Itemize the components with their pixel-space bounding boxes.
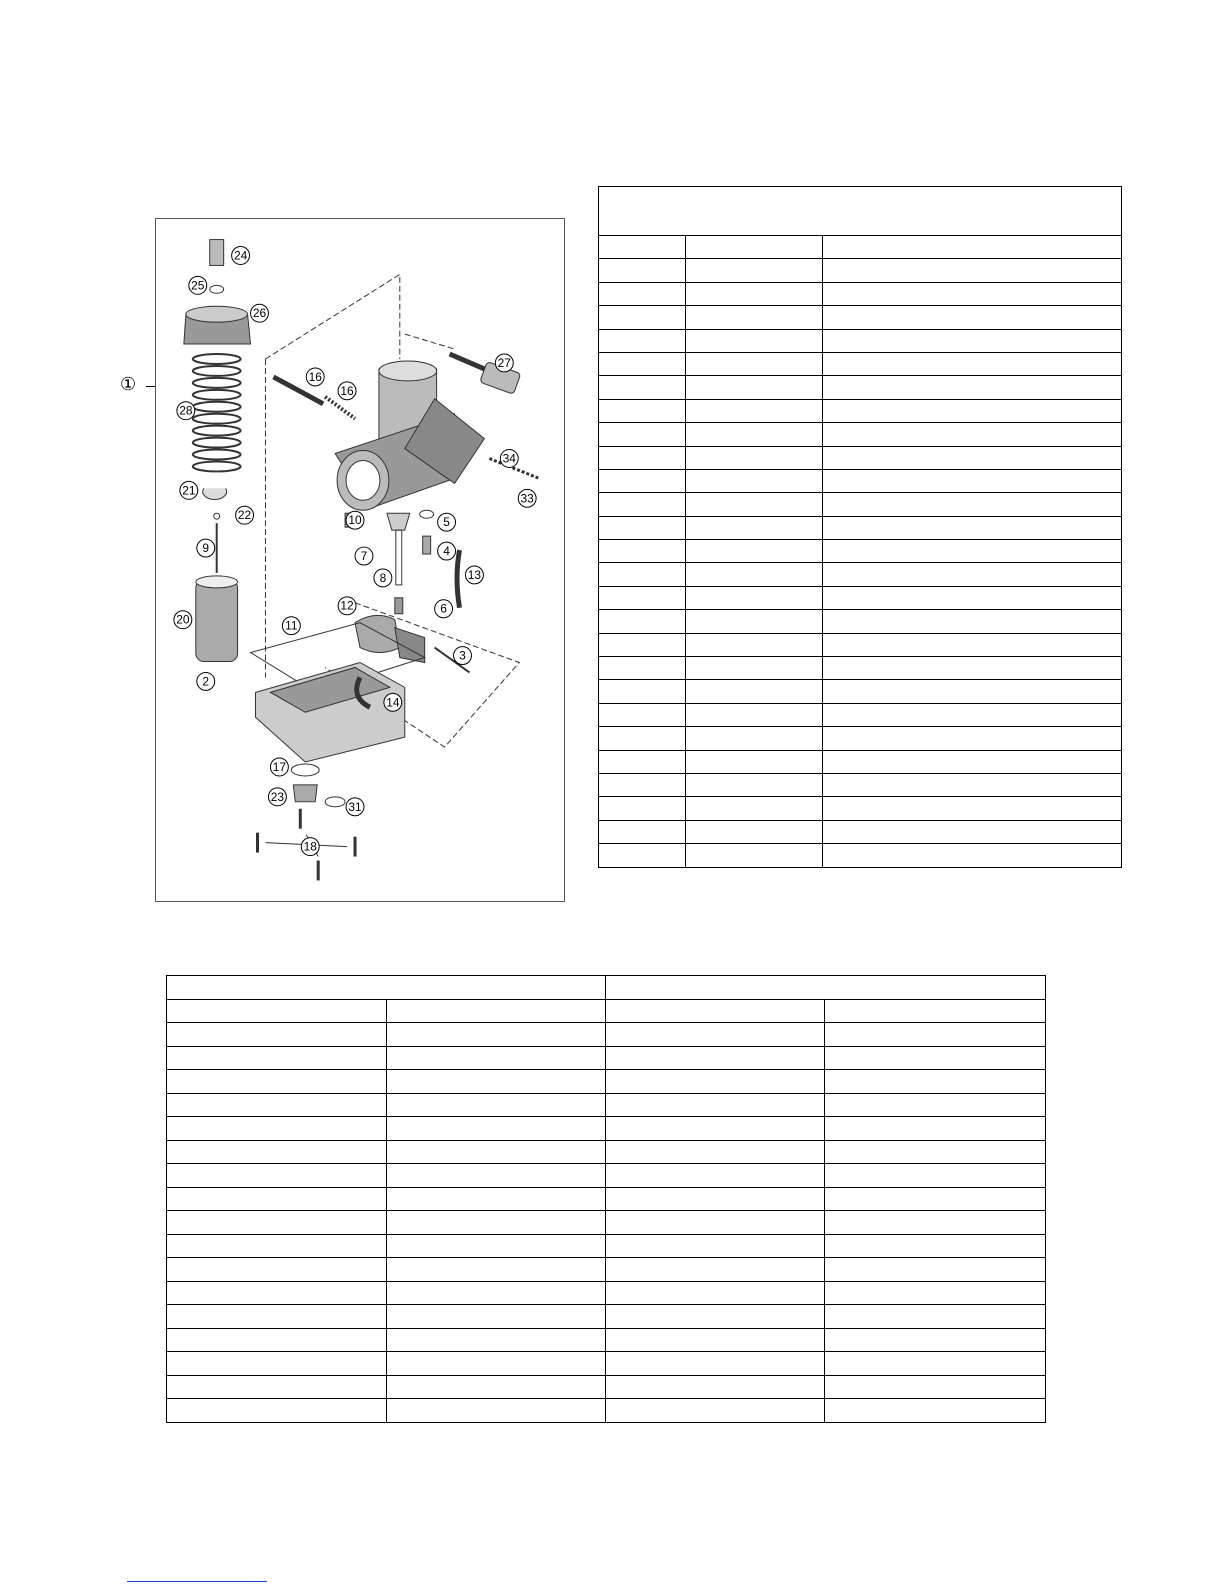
parts-table-cell — [823, 657, 1122, 680]
spec-table-cell — [167, 999, 387, 1023]
svg-text:4: 4 — [443, 544, 450, 559]
spec-table-cell — [387, 1164, 606, 1188]
svg-text:18: 18 — [303, 839, 317, 854]
spec-table-row — [167, 1046, 1046, 1070]
part-callout — [384, 693, 402, 711]
spec-group-header-left — [167, 976, 606, 1000]
parts-table-row — [599, 750, 1122, 773]
spec-table-cell — [387, 1046, 606, 1070]
parts-table-row — [599, 329, 1122, 352]
spec-table-cell — [387, 1375, 606, 1399]
spec-table-cell — [387, 1023, 606, 1047]
parts-table-cell — [686, 657, 823, 680]
part-callout — [180, 481, 198, 499]
spec-table-cell — [387, 1070, 606, 1094]
part-callout — [236, 506, 254, 524]
spec-table-cell — [167, 1093, 387, 1117]
parts-table-cell — [599, 423, 686, 446]
spec-table-row — [167, 1281, 1046, 1305]
spec-table-cell — [606, 1046, 825, 1070]
spec-table-cell — [387, 1281, 606, 1305]
parts-table-cell — [823, 306, 1122, 329]
part-callout — [346, 798, 364, 816]
spec-table-cell — [606, 1281, 825, 1305]
parts-table-cell — [599, 236, 686, 259]
spec-table-cell — [387, 999, 606, 1023]
parts-table-cell — [599, 282, 686, 305]
spec-table-cell — [387, 1187, 606, 1211]
spec-table — [166, 975, 1046, 1423]
parts-table-cell — [686, 493, 823, 516]
parts-table-row — [599, 399, 1122, 422]
parts-table-cell — [599, 493, 686, 516]
spec-table-cell — [825, 1187, 1046, 1211]
parts-table-cell — [686, 750, 823, 773]
parts-table-cell — [599, 773, 686, 796]
spec-table-cell — [825, 1093, 1046, 1117]
parts-table-cell — [686, 610, 823, 633]
spec-table-cell — [167, 1281, 387, 1305]
parts-table-cell — [823, 727, 1122, 750]
spec-table-cell — [606, 1164, 825, 1188]
parts-table-cell — [823, 540, 1122, 563]
spec-table-cell — [606, 1328, 825, 1352]
spec-table-cell — [387, 1211, 606, 1235]
carburetor-exploded-diagram — [155, 218, 565, 902]
parts-table-cell — [599, 446, 686, 469]
parts-table-cell — [823, 680, 1122, 703]
spec-table-row — [167, 1070, 1046, 1094]
parts-table-cell — [823, 446, 1122, 469]
parts-table-cell — [823, 469, 1122, 492]
spec-table-cell — [606, 1352, 825, 1376]
part-callout — [465, 566, 483, 584]
part-callout — [338, 382, 356, 400]
spec-table-cell — [606, 1375, 825, 1399]
parts-table-row — [599, 306, 1122, 329]
parts-table-cell — [599, 516, 686, 539]
spec-table-cell — [606, 1070, 825, 1094]
parts-table-cell — [823, 797, 1122, 820]
parts-table-cell — [599, 844, 686, 867]
parts-table-cell — [823, 516, 1122, 539]
spec-table-cell — [387, 1399, 606, 1423]
parts-table-cell — [823, 399, 1122, 422]
svg-text:34: 34 — [502, 451, 516, 466]
parts-table-cell — [823, 773, 1122, 796]
parts-table-row — [599, 610, 1122, 633]
part-callout — [268, 788, 286, 806]
parts-table-cell — [823, 586, 1122, 609]
parts-table-row — [599, 773, 1122, 796]
parts-table-row — [599, 352, 1122, 375]
parts-table-cell — [823, 750, 1122, 773]
spec-table-cell — [167, 1140, 387, 1164]
spec-table-cell — [825, 1352, 1046, 1376]
parts-table-cell — [599, 540, 686, 563]
parts-table-cell — [686, 352, 823, 375]
svg-text:5: 5 — [443, 515, 450, 530]
spec-table-cell — [387, 1328, 606, 1352]
svg-text:24: 24 — [233, 248, 248, 263]
spec-table-cell — [825, 1140, 1046, 1164]
parts-table-cell — [599, 259, 686, 282]
spec-table-cell — [606, 1117, 825, 1141]
svg-text:7: 7 — [360, 549, 368, 563]
spec-table-row — [167, 999, 1046, 1023]
parts-table-cell — [599, 399, 686, 422]
parts-table-cell — [599, 329, 686, 352]
spec-table-cell — [167, 1234, 387, 1258]
assembly-callout-label: ① — [120, 374, 137, 394]
parts-table-cell — [823, 329, 1122, 352]
spec-table-cell — [167, 1117, 387, 1141]
spec-table-cell — [167, 1187, 387, 1211]
parts-table-row — [599, 844, 1122, 867]
svg-text:20: 20 — [176, 612, 190, 627]
spec-table-cell — [825, 1164, 1046, 1188]
svg-text:26: 26 — [252, 306, 267, 321]
svg-text:21: 21 — [182, 483, 196, 498]
spec-table-cell — [167, 1046, 387, 1070]
spec-table-cell — [387, 1140, 606, 1164]
spec-table-cell — [167, 1164, 387, 1188]
spec-table-cell — [167, 1352, 387, 1376]
parts-table-row — [599, 586, 1122, 609]
svg-text:28: 28 — [179, 403, 193, 418]
spec-table-row — [167, 1328, 1046, 1352]
parts-table-cell — [599, 750, 686, 773]
spec-table-row — [167, 1234, 1046, 1258]
svg-text:17: 17 — [272, 759, 287, 774]
parts-table-title-row — [599, 187, 1122, 236]
parts-table-cell — [823, 610, 1122, 633]
parts-table-cell — [686, 563, 823, 586]
parts-table-cell — [599, 633, 686, 656]
parts-table-cell — [686, 703, 823, 726]
svg-text:3: 3 — [459, 648, 466, 663]
parts-table-row — [599, 563, 1122, 586]
spec-table-row — [167, 1211, 1046, 1235]
svg-text:11: 11 — [285, 618, 298, 633]
parts-table-row — [599, 423, 1122, 446]
parts-table-cell — [686, 797, 823, 820]
svg-text:23: 23 — [270, 789, 285, 804]
parts-table-cell — [599, 563, 686, 586]
parts-table-cell — [686, 773, 823, 796]
spec-table-cell — [825, 1234, 1046, 1258]
part-callout — [495, 354, 513, 372]
part-callout — [518, 489, 536, 507]
parts-table-cell — [686, 820, 823, 843]
parts-table-cell — [599, 352, 686, 375]
parts-table-cell — [823, 376, 1122, 399]
parts-table-cell — [599, 586, 686, 609]
spec-table-cell — [606, 1234, 825, 1258]
parts-table-cell — [686, 446, 823, 469]
svg-text:13: 13 — [467, 567, 482, 582]
parts-table-row — [599, 446, 1122, 469]
parts-table-cell — [599, 703, 686, 726]
spec-table-row — [167, 1375, 1046, 1399]
parts-table-title — [599, 187, 1122, 236]
parts-table-row — [599, 493, 1122, 516]
parts-table-cell — [686, 844, 823, 867]
parts-table-cell — [686, 423, 823, 446]
spec-table-cell — [825, 1023, 1046, 1047]
spec-table-cell — [167, 1399, 387, 1423]
parts-table-cell — [686, 633, 823, 656]
svg-text:22: 22 — [237, 508, 252, 523]
spec-table-row — [167, 1399, 1046, 1423]
spec-table-cell — [606, 1211, 825, 1235]
spec-table-cell — [825, 1305, 1046, 1329]
parts-table-cell — [599, 469, 686, 492]
svg-text:33: 33 — [520, 491, 534, 506]
spec-table-cell — [606, 999, 825, 1023]
spec-table-row — [167, 1305, 1046, 1329]
part-callout — [197, 672, 215, 690]
parts-table-cell — [599, 797, 686, 820]
spec-table-row — [167, 1164, 1046, 1188]
parts-table-cell — [686, 306, 823, 329]
part-callout — [500, 450, 518, 468]
spec-table-cell — [825, 1328, 1046, 1352]
parts-table-cell — [823, 282, 1122, 305]
spec-table-group-header-row — [167, 976, 1046, 1000]
part-callout — [346, 511, 364, 529]
spec-table-cell — [387, 1234, 606, 1258]
parts-table-row — [599, 703, 1122, 726]
footer-link-underline[interactable] — [127, 1581, 267, 1582]
parts-table-cell — [823, 259, 1122, 282]
part-callout — [282, 617, 300, 635]
svg-text:6: 6 — [440, 601, 447, 616]
svg-text:10: 10 — [348, 513, 362, 528]
parts-table-cell — [686, 236, 823, 259]
parts-table-cell — [686, 399, 823, 422]
part-callout — [189, 276, 207, 294]
part-callout — [174, 611, 192, 629]
spec-table-row — [167, 1140, 1046, 1164]
parts-table-cell — [599, 376, 686, 399]
svg-text:31: 31 — [348, 799, 362, 814]
parts-table-cell — [823, 703, 1122, 726]
svg-text:16: 16 — [340, 383, 354, 398]
spec-table-cell — [167, 1305, 387, 1329]
parts-table-row — [599, 727, 1122, 750]
part-callout — [306, 368, 324, 386]
part-callout — [197, 539, 215, 557]
parts-table-cell — [823, 820, 1122, 843]
spec-table-row — [167, 1352, 1046, 1376]
parts-table-row — [599, 469, 1122, 492]
spec-table-cell — [387, 1093, 606, 1117]
part-callout — [454, 647, 472, 665]
parts-table-cell — [686, 259, 823, 282]
spec-table-row — [167, 1093, 1046, 1117]
part-callout — [438, 542, 456, 560]
svg-text:14: 14 — [386, 695, 400, 710]
parts-table-cell — [599, 727, 686, 750]
parts-table-cell — [599, 657, 686, 680]
parts-table-cell — [686, 329, 823, 352]
part-callout — [438, 513, 456, 531]
parts-table-row — [599, 633, 1122, 656]
part-callout — [177, 402, 195, 420]
parts-table-row — [599, 376, 1122, 399]
spec-table-cell — [606, 1140, 825, 1164]
svg-text:9: 9 — [202, 541, 210, 556]
spec-table-cell — [606, 1187, 825, 1211]
parts-table-row — [599, 820, 1122, 843]
spec-table-cell — [606, 1258, 825, 1282]
spec-table-cell — [606, 1093, 825, 1117]
parts-table-cell — [686, 540, 823, 563]
spec-table-cell — [387, 1258, 606, 1282]
parts-table-cell — [823, 844, 1122, 867]
svg-text:16: 16 — [308, 369, 322, 384]
part-callout — [232, 247, 250, 265]
parts-table-row — [599, 236, 1122, 259]
spec-table-cell — [167, 1258, 387, 1282]
parts-table-row — [599, 540, 1122, 563]
spec-table-row — [167, 1117, 1046, 1141]
part-callout — [338, 597, 356, 615]
parts-table-cell — [823, 352, 1122, 375]
spec-table-row — [167, 1023, 1046, 1047]
parts-table-cell — [823, 423, 1122, 446]
svg-text:27: 27 — [497, 355, 511, 370]
spec-table-cell — [387, 1352, 606, 1376]
spec-table-cell — [606, 1305, 825, 1329]
part-callout — [270, 758, 288, 776]
spec-table-cell — [167, 1211, 387, 1235]
spec-table-cell — [825, 1117, 1046, 1141]
svg-text:8: 8 — [379, 570, 387, 585]
spec-table-cell — [387, 1305, 606, 1329]
spec-table-cell — [825, 1046, 1046, 1070]
parts-table-cell — [823, 493, 1122, 516]
parts-table-cell — [823, 236, 1122, 259]
parts-table-cell — [686, 282, 823, 305]
spec-table-cell — [606, 1023, 825, 1047]
parts-table-cell — [823, 563, 1122, 586]
part-callout — [435, 600, 453, 618]
parts-table-cell — [686, 727, 823, 750]
parts-table-row — [599, 259, 1122, 282]
spec-group-header-right — [606, 976, 1046, 1000]
spec-table-row — [167, 1258, 1046, 1282]
parts-table-cell — [599, 306, 686, 329]
spec-table-cell — [825, 1070, 1046, 1094]
parts-table-row — [599, 516, 1122, 539]
parts-table-cell — [599, 610, 686, 633]
spec-table-cell — [825, 1258, 1046, 1282]
spec-table-cell — [825, 1211, 1046, 1235]
parts-table-cell — [686, 376, 823, 399]
parts-table-cell — [686, 586, 823, 609]
spec-table-cell — [167, 1328, 387, 1352]
spec-table-cell — [387, 1117, 606, 1141]
spec-table-cell — [167, 1375, 387, 1399]
svg-text:2: 2 — [202, 674, 210, 689]
spec-table-cell — [825, 1281, 1046, 1305]
part-callout — [374, 569, 392, 587]
svg-text:25: 25 — [191, 278, 205, 293]
parts-table-cell — [686, 516, 823, 539]
parts-table-row — [599, 282, 1122, 305]
spec-table-cell — [167, 1070, 387, 1094]
parts-table-cell — [599, 820, 686, 843]
spec-table-cell — [825, 999, 1046, 1023]
svg-text:12: 12 — [340, 598, 354, 613]
part-callout — [301, 838, 319, 856]
parts-table-row — [599, 797, 1122, 820]
parts-list-table — [598, 186, 1122, 868]
spec-table-cell — [606, 1399, 825, 1423]
parts-table-cell — [686, 469, 823, 492]
parts-table-cell — [599, 680, 686, 703]
parts-table-cell — [823, 633, 1122, 656]
part-callout — [355, 547, 373, 565]
parts-table-row — [599, 680, 1122, 703]
parts-table-row — [599, 657, 1122, 680]
spec-table-cell — [825, 1399, 1046, 1423]
part-callout — [251, 304, 269, 322]
spec-table-row — [167, 1187, 1046, 1211]
parts-table-cell — [686, 680, 823, 703]
spec-table-cell — [167, 1023, 387, 1047]
spec-table-cell — [825, 1375, 1046, 1399]
